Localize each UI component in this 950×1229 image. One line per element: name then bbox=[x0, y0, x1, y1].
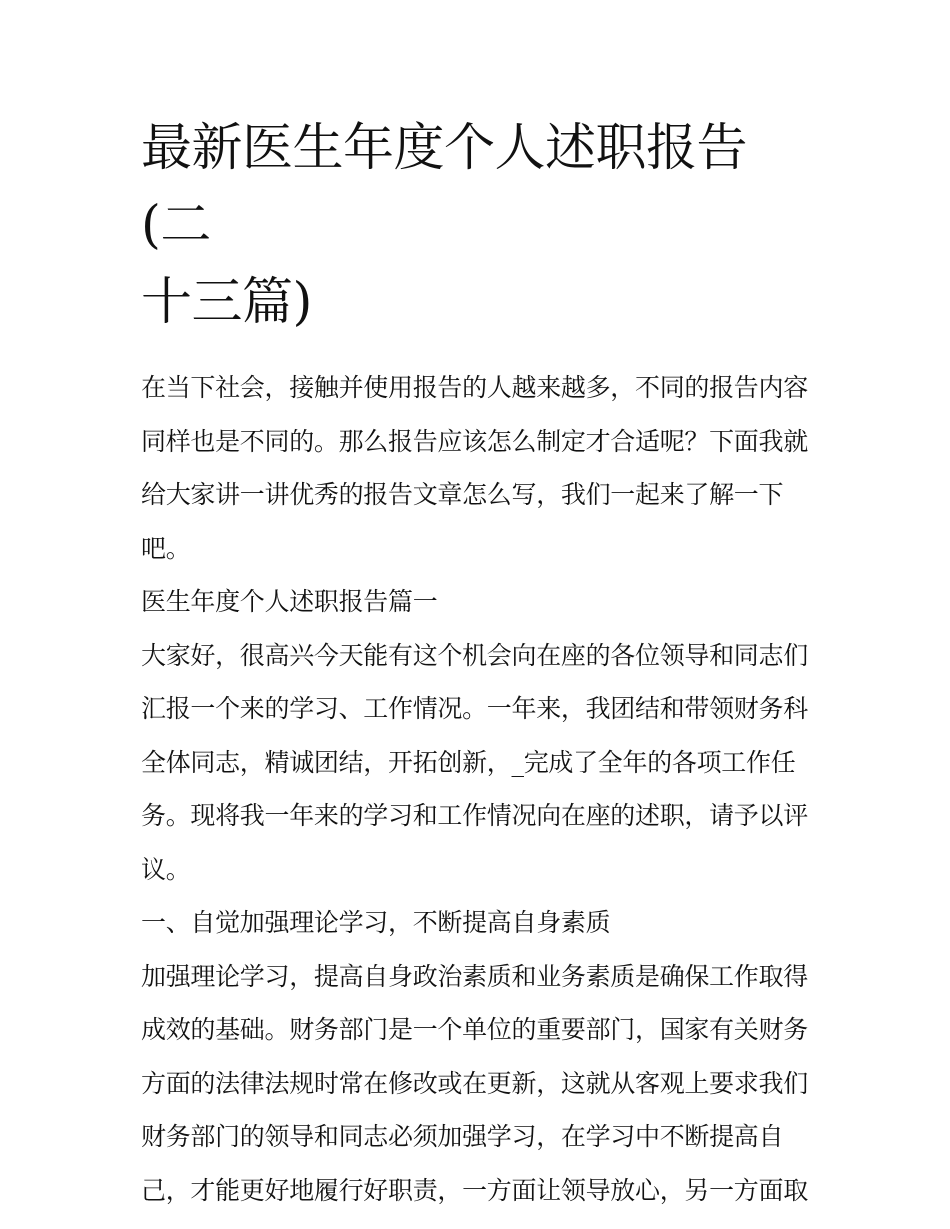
intro-paragraph-line: 给大家讲一讲优秀的报告文章怎么写，我们一起来了解一下 bbox=[141, 480, 784, 509]
document-content bbox=[141, 110, 813, 1217]
body-paragraph-line: 己，才能更好地履行好职责，一方面让领导放心，另一方面取 bbox=[141, 1175, 808, 1205]
body-paragraph-line: 议。 bbox=[141, 854, 191, 884]
subsection-heading: 一、自觉加强理论学习，不断提高自身素质 bbox=[141, 908, 611, 937]
body-paragraph-line: 方面的法律法规时常在修改或在更新，这就从客观上要求我们 bbox=[141, 1068, 808, 1098]
body-paragraph-line: 全体同志，精诚团结，开拓创新，_完成了全年的各项工作任 bbox=[141, 747, 796, 777]
body-paragraph-line: 成效的基础。财务部门是一个单位的重要部门，国家有关财务 bbox=[141, 1015, 808, 1044]
body-paragraph-line: 加强理论学习，提高自身政治素质和业务素质是确保工作取得 bbox=[141, 961, 808, 991]
document-body bbox=[141, 361, 813, 1217]
body-paragraph-line: 务。现将我一年来的学习和工作情况向在座的述职，请予以评 bbox=[141, 801, 808, 830]
body-paragraph-line: 汇报一个来的学习、工作情况。一年来，我团结和带领财务科 bbox=[141, 694, 808, 723]
intro-paragraph-line: 同样也是不同的。那么报告应该怎么制定才合适呢？下面我就 bbox=[141, 426, 808, 456]
intro-paragraph-line: 在当下社会，接触并使用报告的人越来越多，不同的报告内容 bbox=[141, 373, 808, 402]
title-line: 十三篇) bbox=[141, 273, 312, 332]
body-paragraph-line: 大家好，很高兴今天能有这个机会向在座的各位领导和同志们 bbox=[141, 640, 808, 670]
intro-paragraph-line: 吧。 bbox=[141, 533, 191, 563]
body-paragraph-line: 财务部门的领导和同志必须加强学习，在学习中不断提高自 bbox=[141, 1122, 784, 1151]
title-line: 最新医生年度个人述职报告(二 bbox=[141, 119, 748, 255]
section-heading: 医生年度个人述职报告篇一 bbox=[141, 587, 438, 616]
document-title bbox=[141, 110, 813, 341]
